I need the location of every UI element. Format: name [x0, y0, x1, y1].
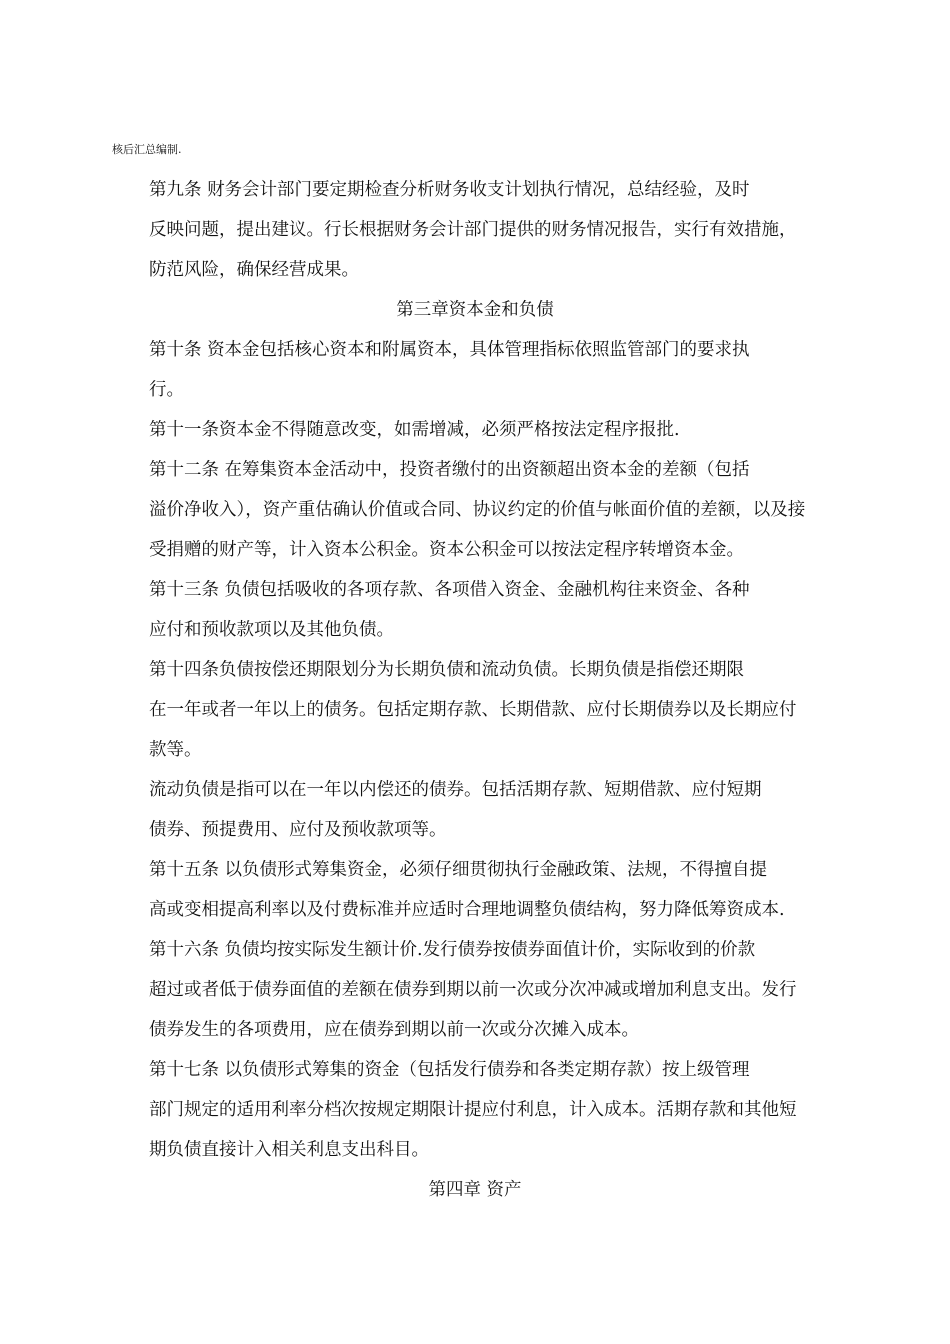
article-13 [112, 570, 852, 650]
chapter-3-heading: 第三章资本金和负债 [396, 300, 554, 320]
text-line: 第十五条 以负债形式筹集资金，必须仔细贯彻执行金融政策、法规，不得擅自提 [149, 860, 768, 880]
text-line: 反映问题，提出建议。行长根据财务会计部门提供的财务情况报告，实行有效措施， [149, 220, 797, 240]
text-line: 第十四条负债按偿还期限划分为长期负债和流动负债。长期负债是指偿还期限 [149, 660, 744, 680]
continuation-text: 核后汇总编制. [112, 143, 182, 156]
text-line: 款等。 [149, 740, 202, 760]
text-line: 受捐赠的财产等，计入资本公积金。资本公积金可以按法定程序转增资本金。 [149, 540, 744, 560]
text-line: 流动负债是指可以在一年以内偿还的债券。包括活期存款、短期借款、应付短期 [149, 780, 762, 800]
article-9 [112, 170, 852, 290]
article-11 [112, 410, 852, 450]
article-10 [112, 330, 852, 410]
text-line: 债券、预提费用、应付及预收款项等。 [149, 820, 447, 840]
article-15 [112, 850, 852, 930]
text-line: 债券发生的各项费用，应在债券到期以前一次或分次摊入成本。 [149, 1020, 639, 1040]
text-line: 第十一条资本金不得随意改变，如需增减，必须严格按法定程序报批. [149, 420, 680, 440]
text-line: 行。 [149, 380, 184, 400]
text-line: 第十七条 以负债形式筹集的资金（包括发行债券和各类定期存款）按上级管理 [149, 1060, 750, 1080]
text-line: 应付和预收款项以及其他负债。 [149, 620, 394, 640]
text-line: 第十六条 负债均按实际发生额计价.发行债券按债券面值计价，实际收到的价款 [149, 940, 756, 960]
article-14 [112, 650, 852, 770]
text-line: 在一年或者一年以上的债务。包括定期存款、长期借款、应付长期债券以及长期应付 [149, 700, 797, 720]
text-line: 部门规定的适用利率分档次按规定期限计提应付利息，计入成本。活期存款和其他短 [149, 1100, 797, 1120]
text-line: 第十二条 在筹集资本金活动中，投资者缴付的出资额超出资本金的差额（包括 [149, 460, 750, 480]
text-line: 期负债直接计入相关利息支出科目。 [149, 1140, 429, 1160]
article-12 [112, 450, 852, 570]
text-line: 第十三条 负债包括吸收的各项存款、各项借入资金、金融机构往来资金、各种 [149, 580, 750, 600]
article-16 [112, 930, 852, 1050]
text-line: 第九条 财务会计部门要定期检查分析财务收支计划执行情况，总结经验，及时 [149, 180, 750, 200]
article-17 [112, 1050, 852, 1170]
text-line: 防范风险，确保经营成果。 [149, 260, 359, 280]
text-line: 第十条 资本金包括核心资本和附属资本，具体管理指标依照监管部门的要求执 [149, 340, 750, 360]
text-line: 高或变相提高利率以及付费标准并应适时合理地调整负债结构，努力降低筹资成本. [149, 900, 785, 920]
chapter-4-heading: 第四章 资产 [428, 1180, 522, 1200]
text-line: 超过或者低于债券面值的差额在债券到期以前一次或分次冲减或增加利息支出。发行 [149, 980, 797, 1000]
text-line: 溢价净收入），资产重估确认价值或合同、协议约定的价值与帐面价值的差额，以及接 [149, 500, 806, 520]
current-liabilities-paragraph [112, 770, 852, 850]
